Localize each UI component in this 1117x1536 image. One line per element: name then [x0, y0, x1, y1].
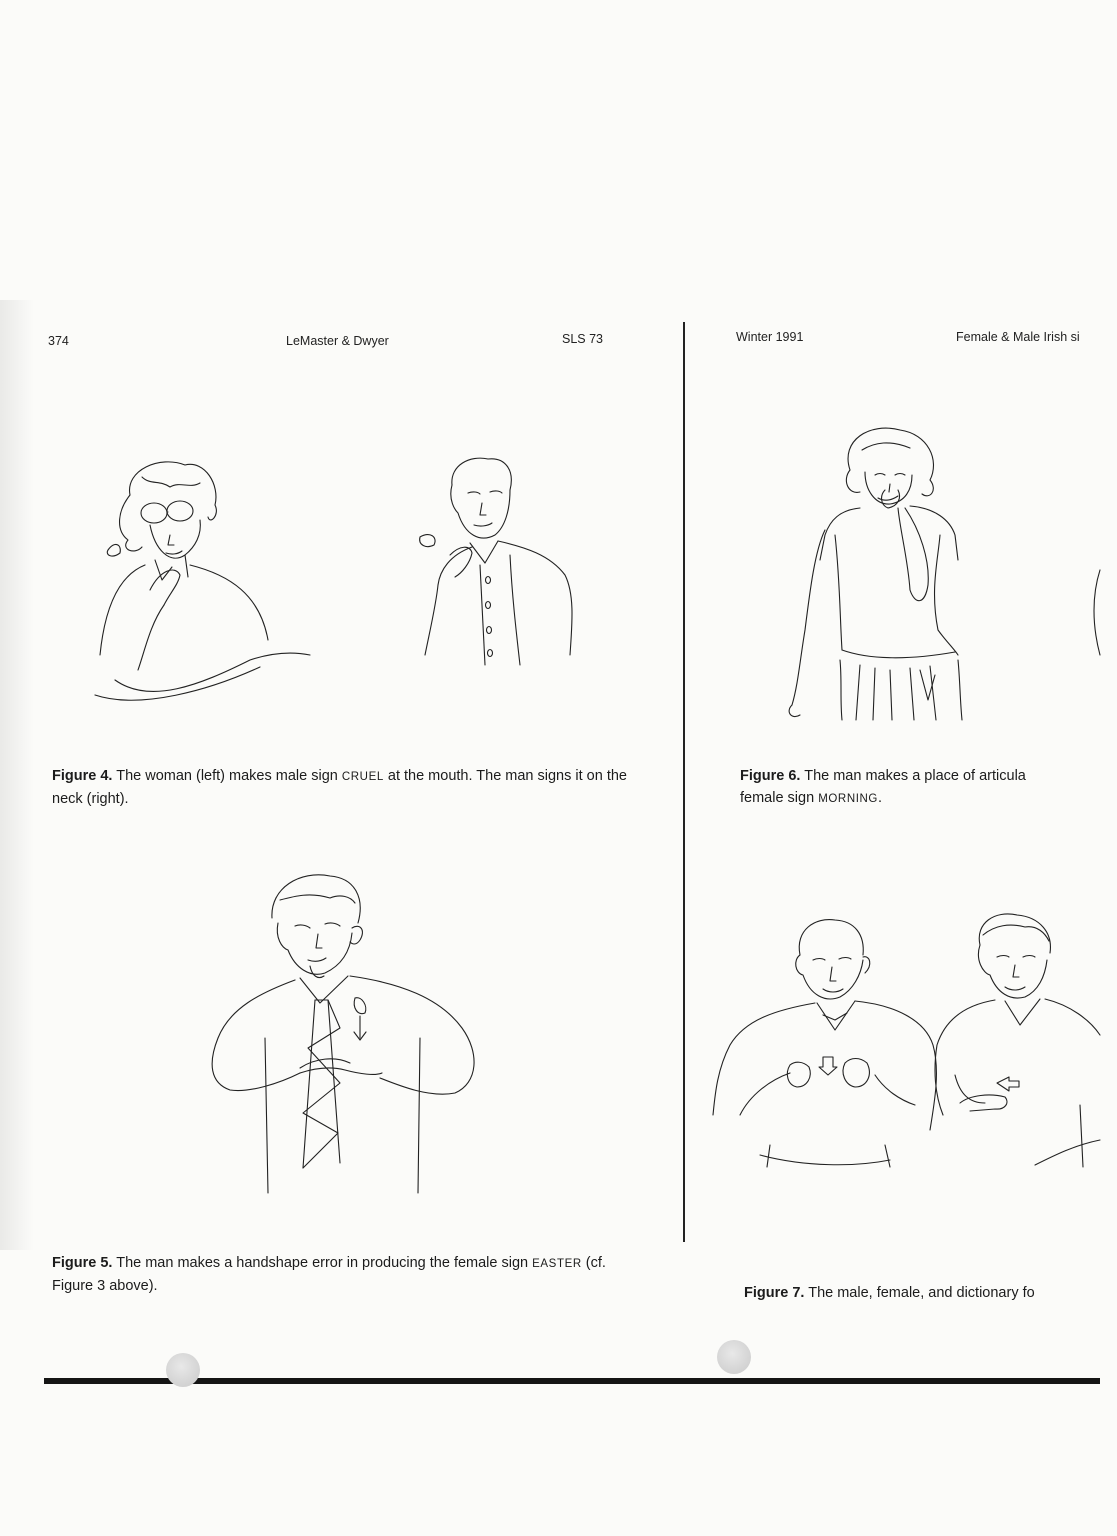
- figure-4-man-drawing: [410, 455, 590, 670]
- figure-4-text-before: The woman (left) makes male sign: [116, 768, 338, 784]
- figure-6-text-before: female sign: [740, 790, 815, 806]
- figure-4-text-after: at the mouth. The man signs it on the neck (right).: [52, 768, 627, 807]
- figure-6-caption: [740, 765, 1097, 810]
- page-gutter-line: [683, 322, 685, 1242]
- bottom-rule: [44, 1378, 1100, 1384]
- figure-7-caption: [744, 1282, 1097, 1304]
- page-number: 374: [48, 334, 69, 348]
- figure-7-drawing: [705, 905, 1100, 1175]
- figure-5-caption: [52, 1252, 622, 1297]
- running-head-title: Female & Male Irish si: [956, 330, 1080, 344]
- scan-shadow: [0, 300, 34, 1250]
- figure-6-text-line1: The man makes a place of articula: [804, 768, 1026, 784]
- figure-6-drawing: [780, 420, 980, 730]
- figure-4-caption: [52, 765, 637, 810]
- running-head-authors: LeMaster & Dwyer: [286, 334, 389, 348]
- figure-4-sign: CRUEL: [341, 771, 384, 783]
- figure-6-label: Figure 6.: [740, 768, 801, 784]
- figure-7-text: The male, female, and dictionary fo: [808, 1285, 1035, 1301]
- figure-4-woman-drawing: [90, 455, 330, 715]
- punch-hole-left: [166, 1353, 200, 1387]
- figure-4-label: Figure 4.: [52, 768, 113, 784]
- figure-5-drawing: [200, 868, 490, 1198]
- running-head-journal: SLS 73: [562, 332, 604, 346]
- figure-6-partial-edge: [1088, 570, 1108, 660]
- figure-5-text-before: The man makes a handshape error in producing the female sign: [116, 1255, 529, 1271]
- figure-6-text-after: .: [877, 790, 882, 806]
- figure-5-sign: EASTER: [532, 1258, 582, 1270]
- punch-hole-right: [717, 1340, 751, 1374]
- figure-7-label: Figure 7.: [744, 1285, 805, 1301]
- figure-5-text-after: (cf. Figure 3 above).: [52, 1255, 606, 1294]
- running-head-date: Winter 1991: [736, 330, 804, 344]
- figure-5-label: Figure 5.: [52, 1255, 113, 1271]
- figure-6-sign: MORNING: [818, 793, 878, 805]
